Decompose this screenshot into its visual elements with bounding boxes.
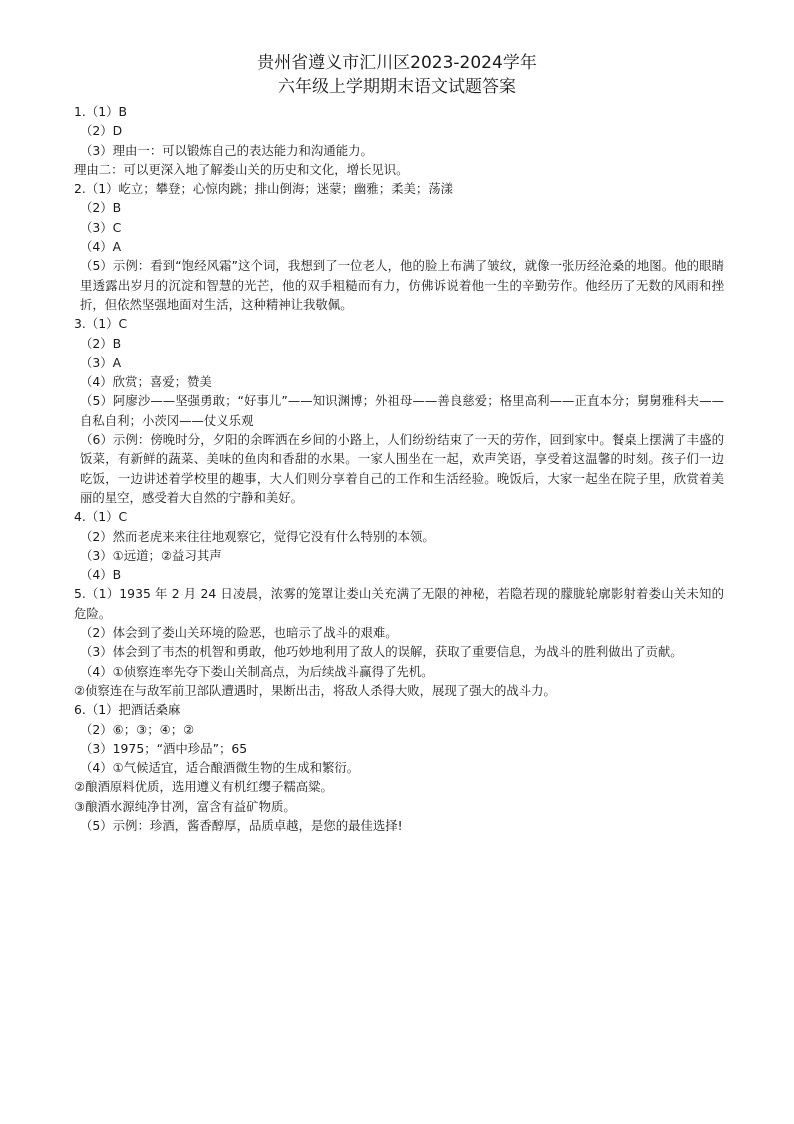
answer-line: （5）示例：看到“饱经风霜”这个词，我想到了一位老人，他的脸上布满了皱纹，就像一张历经沧桑的地图。他的眼睛里透露出岁月的沉淀和智慧的光芒，他的双手粗糙而有力，仿佛诉说着他一生的辛勤劳作。他经历了无数的风雨和挫折，但依然坚强地面对生活，这种精神让我敬佩。: [80, 258, 724, 312]
answer-line: （3）①远道；②益习其声: [80, 547, 222, 563]
answer-line: ③酿酒水源纯净甘冽，富含有益矿物质。: [74, 798, 296, 814]
answer-line: （4）B: [80, 567, 122, 583]
answer-line: （2）D: [80, 123, 123, 139]
answer-line: （4）①气候适宜，适合酿酒微生物的生成和繁衍。: [80, 760, 360, 776]
answer-line: ②侦察连在与敌军前卫部队遭遇时，果断出击，将敌人杀得大败，展现了强大的战斗力。: [74, 682, 556, 698]
answer-line: （3）体会到了韦杰的机智和勇敢，他巧妙地利用了敌人的误解，获取了重要信息，为战斗的胜利做出了贡献。: [80, 644, 683, 660]
document-title: 贵州省遵义市汇川区2023-2024学年: [257, 53, 537, 73]
answer-line: 1.（1）B: [74, 104, 127, 119]
answer-line: （5）阿廖沙——坚强勇敢；“好事儿”——知识渊博；外祖母——善良慈爱；格里高利——正直本分；舅舅雅科夫——自私自利；小茨冈——仗义乐观: [80, 393, 724, 428]
document-subtitle: 六年级上学期期末语文试题答案: [278, 77, 516, 97]
answer-line: （2）体会到了娄山关环境的险恶，也暗示了战斗的艰难。: [80, 625, 398, 641]
answer-line: 4.（1）C: [74, 509, 128, 525]
answer-line: （3）1975；“酒中珍品”；65: [80, 740, 248, 756]
answer-line: （2）B: [80, 200, 122, 216]
answer-line: ②酿酒原料优质，选用遵义有机红缨子糯高粱。: [74, 779, 333, 795]
answer-line: 理由二：可以更深入地了解娄山关的历史和文化，增长见识。: [74, 161, 409, 177]
answer-line: 3.（1）C: [74, 316, 128, 332]
answer-line: （4）欣赏；喜爱；赞美: [80, 374, 212, 390]
answer-line: （2）⑥；③；④；②: [80, 721, 195, 737]
answer-list: [74, 102, 724, 835]
answer-line: 6.（1）把酒话桑麻: [74, 702, 181, 718]
answer-line: （3）C: [80, 219, 122, 235]
answer-line: （4）A: [80, 239, 122, 255]
answer-line: 2.（1）屹立；攀登；心惊肉跳；排山倒海；迷蒙；幽雅；柔美；荡漾: [74, 181, 454, 197]
answer-line: （6）示例：傍晚时分，夕阳的余晖洒在乡间的小路上，人们纷纷结束了一天的劳作，回到家中。餐桌上摆满了丰盛的饭菜，有新鲜的蔬菜、美味的鱼肉和香甜的水果。一家人围坐在一起，欢声笑语，享受着这温馨的时刻。孩子们一边吃饭，一边讲述着学校里的趣事，大人们则分享着自己的工作和生活经验。晚饭后，大家一起坐在院子里，欣赏着美丽的星空，感受着大自然的宁静和美好。: [80, 432, 724, 505]
answer-line: （5）示例：珍酒，酱香醇厚，品质卓越，是您的最佳选择!: [80, 817, 403, 833]
answer-line: （2）B: [80, 335, 122, 351]
answer-line: 5.（1）1935 年 2 月 24 日凌晨，浓雾的笼罩让娄山关充满了无限的神秘，若隐若现的朦胧轮廓影射着娄山关未知的危险。: [74, 586, 724, 621]
answer-line: （2）然而老虎来来往往地观察它，觉得它没有什么特别的本领。: [80, 528, 435, 544]
answer-line: （3）理由一：可以锻炼自己的表达能力和沟通能力。: [80, 142, 373, 158]
answer-line: （3）A: [80, 354, 122, 370]
answer-line: （4）①侦察连率先夺下娄山关制高点，为后续战斗赢得了先机。: [80, 663, 434, 679]
